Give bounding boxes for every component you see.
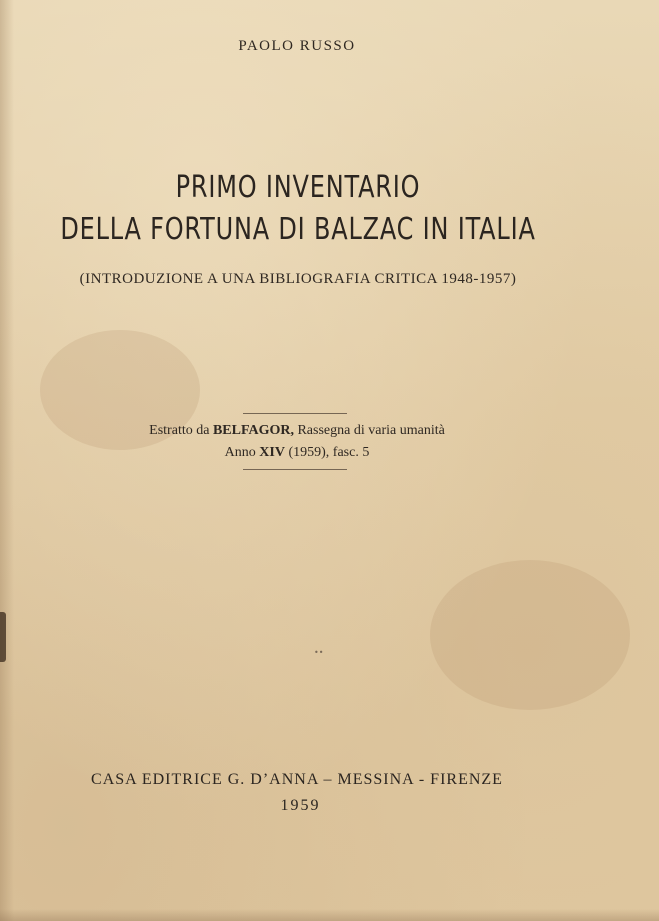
author-name: PAOLO RUSSO: [238, 38, 356, 54]
title-line-1: PRIMO INVENTARIO: [175, 170, 421, 205]
journal-name: BELFAGOR,: [212, 423, 294, 438]
divider-bottom: [243, 469, 347, 470]
publisher-line: CASA EDITRICE G. D’ANNA – MESSINA - FIRENZE: [91, 771, 503, 788]
issue-details: (1959), fasc. 5: [288, 445, 370, 460]
binding-mark: [0, 612, 6, 662]
divider-top: [243, 413, 347, 414]
paper-stain: [430, 560, 630, 710]
issue-line: [0, 445, 594, 461]
subtitle: (INTRODUZIONE A UNA BIBLIOGRAFIA CRITICA 1948-1957): [79, 271, 517, 287]
printer-marks: ••: [314, 648, 324, 657]
page-bottom-shadow: [0, 909, 659, 921]
issue-prefix: Anno: [224, 445, 256, 460]
extract-line: [0, 423, 594, 439]
journal-description: Rassegna di varia umanità: [297, 423, 445, 438]
title-line-2: DELLA FORTUNA DI BALZAC IN ITALIA: [60, 212, 536, 247]
extract-prefix: Estratto da: [149, 423, 210, 438]
publication-year: 1959: [280, 797, 321, 814]
issue-volume: XIV: [259, 445, 285, 460]
